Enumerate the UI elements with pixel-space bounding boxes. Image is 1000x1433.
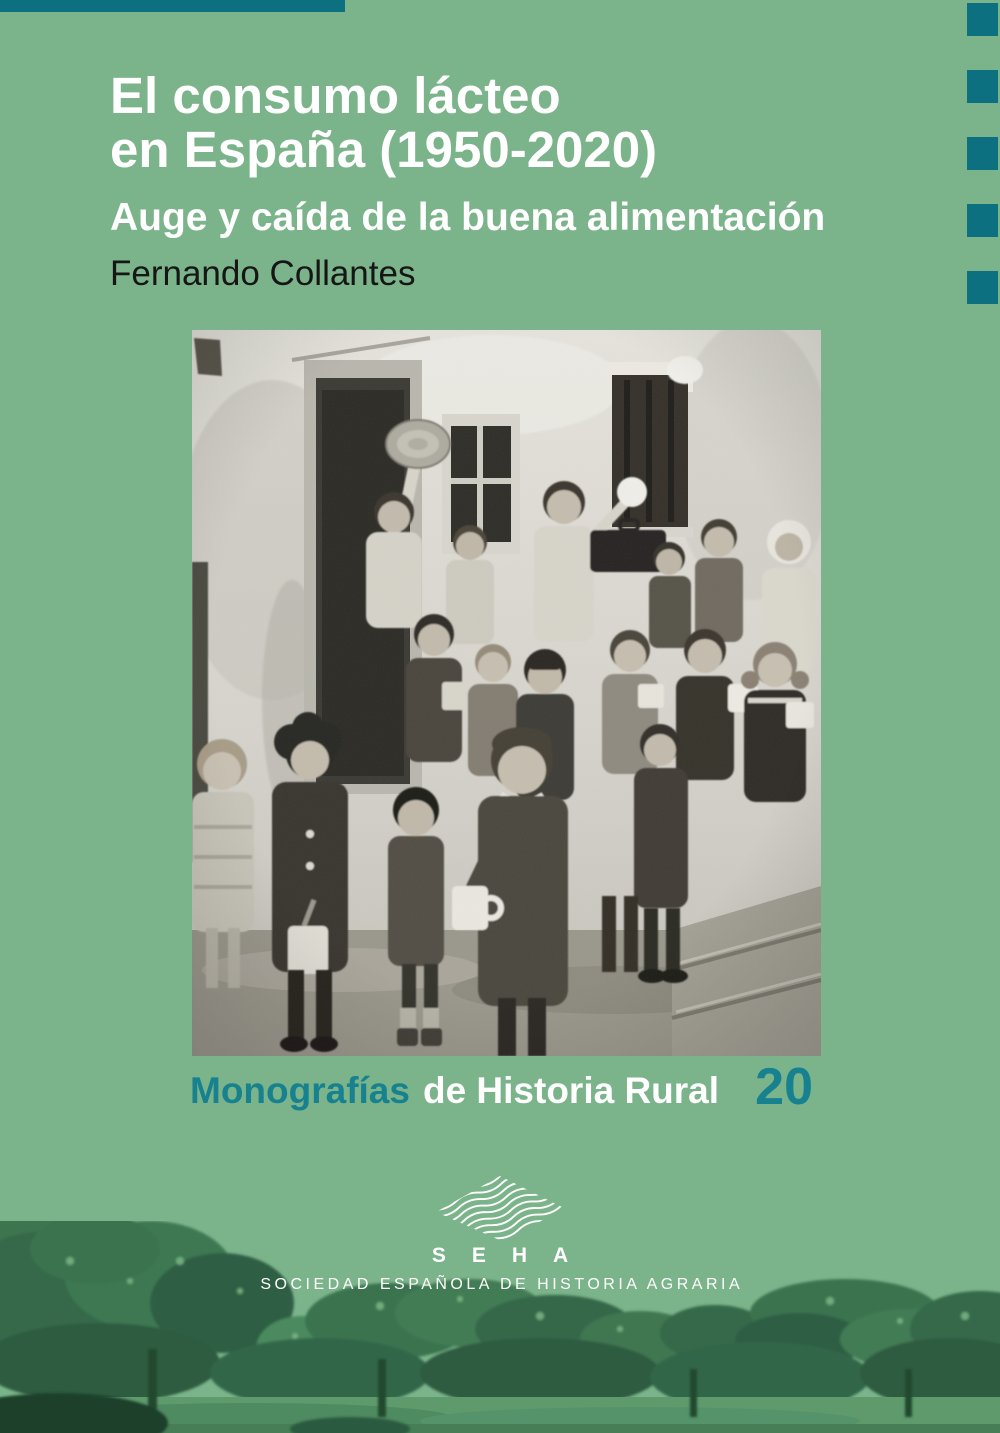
book-title-line1: El consumo lácteo <box>110 67 561 124</box>
book-subtitle: Auge y caída de la buena alimentación <box>110 196 826 239</box>
series-name-highlight: Monografías <box>190 1070 410 1111</box>
series-name-rest: de Historia Rural <box>422 1070 720 1111</box>
book-title-line2: en España (1950-2020) <box>110 121 658 178</box>
series-title <box>190 1072 719 1109</box>
series-number: 20 <box>755 1058 813 1116</box>
top-left-accent-bar <box>0 0 345 12</box>
accent-square <box>967 271 998 304</box>
publisher-acronym: SEHA <box>431 1244 595 1267</box>
publisher-name: SOCIEDAD ESPAÑOLA DE HISTORIA AGRARIA <box>260 1276 744 1293</box>
accent-square <box>967 70 998 103</box>
accent-square <box>967 204 998 237</box>
cover-photo-illustration <box>192 330 821 1056</box>
publisher-block <box>0 1176 1000 1293</box>
seha-logo-icon <box>434 1176 566 1242</box>
right-edge-accent-squares <box>967 3 998 304</box>
author-name: Fernando Collantes <box>110 254 416 293</box>
cover-photo <box>192 330 821 1056</box>
accent-square <box>967 137 998 170</box>
accent-square <box>967 3 998 36</box>
